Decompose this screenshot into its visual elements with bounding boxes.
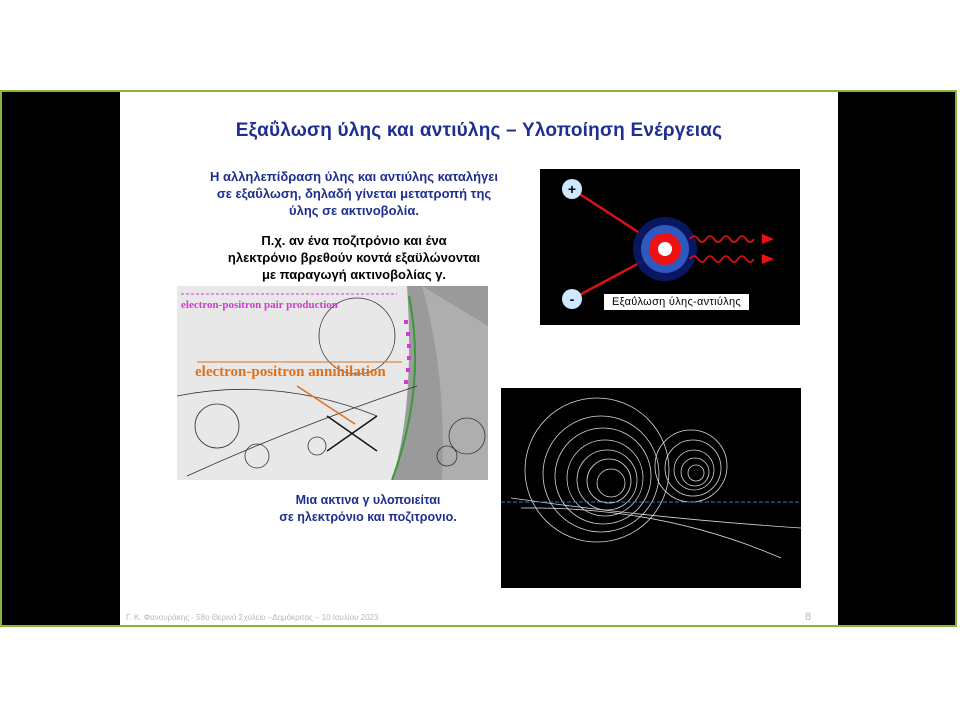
pair-production-label: electron-positron pair production — [181, 299, 338, 311]
slide — [120, 92, 838, 625]
example-line: με παραγωγή ακτινοβολίας γ. — [261, 267, 447, 282]
bubble-chamber-image — [177, 286, 488, 480]
intro-line: ύλης σε ακτινοβολία. — [289, 203, 419, 218]
example-line: Π.χ. αν ένα ποζιτρόνιο και ένα — [261, 233, 447, 248]
slide-footer: Γ. Κ. Φανουράκης - 58ο Θερινό Σχολείο –Δημόκριτος – 10 Ιουλίου 2023 — [126, 613, 379, 622]
example-line: ηλεκτρόνιο βρεθούν κοντά εξαϋλώνονται — [227, 250, 481, 265]
gamma-text — [240, 492, 496, 526]
intro-line: Η αλληλεπίδραση ύλης και αντιύλης καταλήγει — [209, 169, 499, 184]
spiral-tracks-image — [501, 388, 801, 588]
diagram-caption: Εξαΰλωση ύλης-αντιύλης — [604, 294, 749, 310]
gamma-line: σε ηλεκτρόνιο και ποζιτρονιο. — [279, 510, 457, 524]
page-number: 8 — [805, 611, 812, 623]
annihilation-diagram — [540, 169, 800, 325]
annihilation-label: electron-positron annihilation — [195, 364, 386, 380]
electron-sign: - — [569, 291, 575, 307]
intro-line: σε εξαΰλωση, δηλαδή γίνεται μετατροπή της — [216, 186, 492, 201]
intro-text — [164, 168, 544, 219]
gamma-line: Μια ακτινα γ υλοποιείται — [295, 493, 441, 507]
positron-sign: + — [567, 181, 577, 197]
example-text — [164, 232, 544, 283]
slide-title: Εξαΰλωση ύλης και αντιύλης – Υλοποίηση Ενέργειας — [235, 120, 723, 141]
